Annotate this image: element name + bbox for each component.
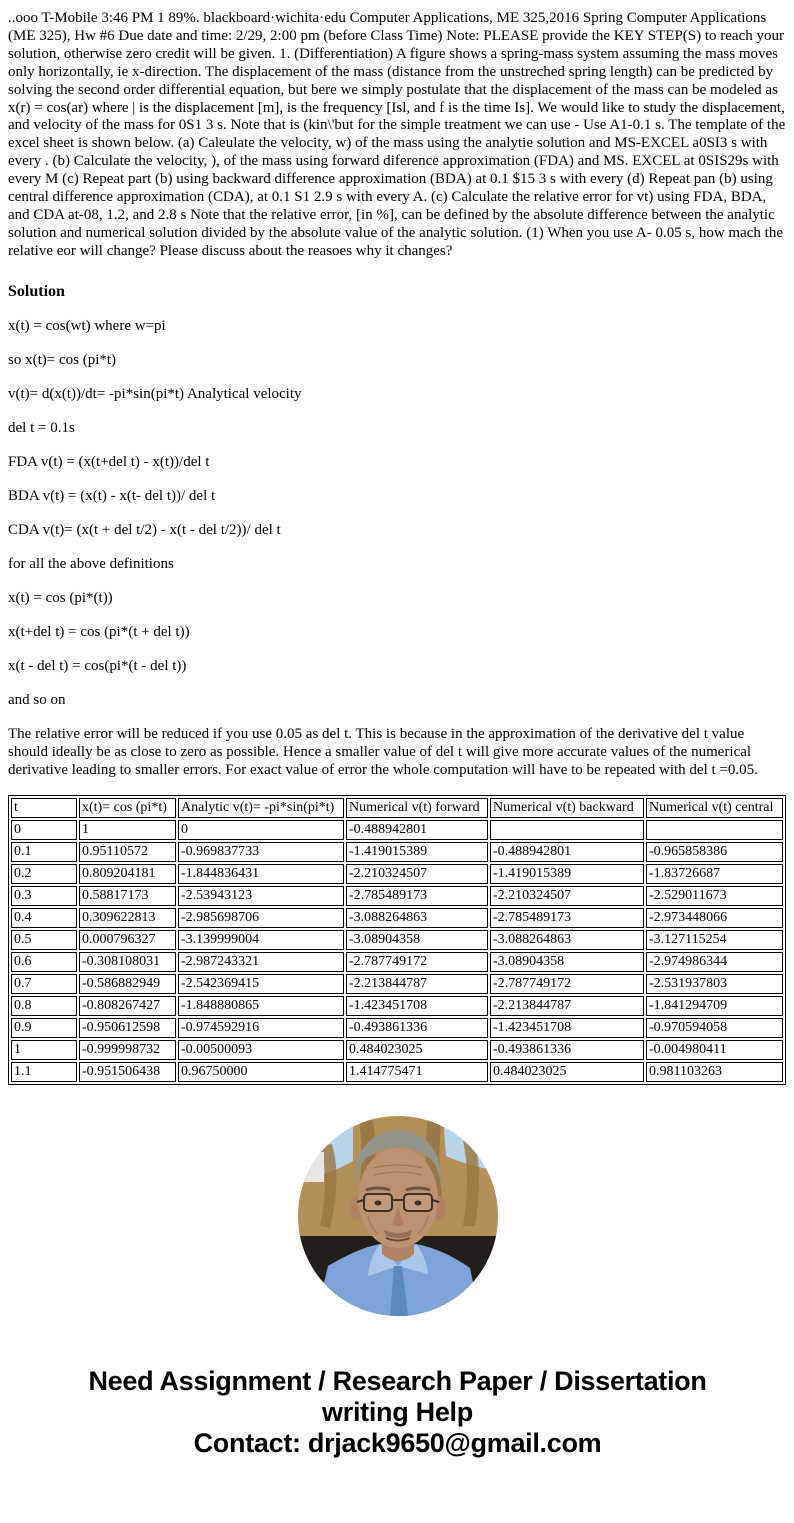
- table-row: [11, 996, 783, 1016]
- table-cell: -0.308108031: [79, 952, 176, 972]
- table-cell: -1.419015389: [490, 864, 644, 884]
- table-cell: -2.987243321: [178, 952, 344, 972]
- equations: [8, 317, 787, 709]
- equation-line: so x(t)= cos (pi*t): [8, 351, 117, 368]
- table-cell: -2.529011673: [646, 886, 783, 906]
- table-cell: -2.213844787: [346, 974, 488, 994]
- table-header-row: [11, 798, 783, 818]
- equation-line: x(t - del t) = cos(pi*(t - del t)): [8, 657, 187, 674]
- equation-line: x(t) = cos (pi*(t)): [8, 589, 113, 606]
- solution-heading: Solution: [8, 282, 65, 300]
- table-cell: 0.981103263: [646, 1062, 783, 1082]
- table-cell: 0.484023025: [346, 1040, 488, 1060]
- table-cell: 0.809204181: [79, 864, 176, 884]
- column-header: Numerical v(t) forward: [346, 798, 488, 818]
- equation-line: del t = 0.1s: [8, 419, 75, 436]
- table-cell: 1.414775471: [346, 1062, 488, 1082]
- column-header: Analytic v(t)= -pi*sin(pi*t): [178, 798, 344, 818]
- table-cell: 0.7: [11, 974, 77, 994]
- table-cell: -0.808267427: [79, 996, 176, 1016]
- table-cell: -2.787749172: [346, 952, 488, 972]
- table-cell: -0.969837733: [178, 842, 344, 862]
- table-cell: -3.139999004: [178, 930, 344, 950]
- table-cell: -0.586882949: [79, 974, 176, 994]
- results-table-body: [11, 820, 783, 1082]
- table-cell: -3.127115254: [646, 930, 783, 950]
- table-cell: -1.419015389: [346, 842, 488, 862]
- table-cell: 0.6: [11, 952, 77, 972]
- table-cell: -1.423451708: [490, 1018, 644, 1038]
- equation-line: and so on: [8, 691, 66, 708]
- ad-line: writing Help: [322, 1396, 473, 1427]
- question-paragraph: ..ooo T-Mobile 3:46 PM 1 89%. blackboard·wichita·edu Computer Applications, ME 325,2016 Spring Computer Applications (ME 325), Hw #6 Due date and time: 2/29, 2:00 pm (before Class Time) Note: PLEASE provide the KEY STEP(S) to reach your solution, otherwise zero credit will be given. 1. (Differentiation) A figure shows a spring-mass system assuming the mass moves only horizontally, ie x-direction. The displacement of the mass (distance from the unstreched spring length) can be predicted by solving the second order differential equation, but bere we simply postulate that the displacement of the mass can be modeled as x(r) = cos(ar) where | is the displacement [m], is the frequency [Isl, and f is the time Is]. We would like to study the displacement, and velocity of the mass for 0S1 3 s. Note that is (kin\'but for the simple treatment we can use - Use A1-0.1 s. The template of the excel sheet is shown below. (a) Caleulate the velocity, w) of the mass using the analytie solution and MS-EXCEL a0SI3 s with every . (b) Calculate the velocity, ), of the mass using forward diference approximation (FDA) and MS. EXCEL at 0SIS29s with every M (c) Repeat part (b) using backward difference approximation (BDA) at 0.1 $15 3 s with every (d) Repeat pan (b) using central difference approximation (CDA), at 0.1 S1 2.9 s with every A. (c) Calculate the relative error for vt) using FDA, BDA, and CDA at-08, 1.2, and 2.8 s Note that the relative error, [in %], can be defined by the absolute difference between the analytic solution and numerical solution divided by the absolute value of the analytic solution. (1) When you use A- 0.05 s, how mach the relative eor will change? Please discuss about the reasoes why it changes?: [8, 10, 786, 259]
- table-cell: 0.484023025: [490, 1062, 644, 1082]
- table-cell: -3.088264863: [490, 930, 644, 950]
- table-cell: -0.951506438: [79, 1062, 176, 1082]
- table-cell: -0.00500093: [178, 1040, 344, 1060]
- table-cell: -2.542369415: [178, 974, 344, 994]
- table-cell: 0.3: [11, 886, 77, 906]
- profile-photo: [298, 1116, 498, 1316]
- column-header: Numerical v(t) backward: [490, 798, 644, 818]
- table-row: [11, 1018, 783, 1038]
- table-row: [11, 842, 783, 862]
- table-cell: 0.96750000: [178, 1062, 344, 1082]
- table-row: [11, 974, 783, 994]
- ad-contact-email: Contact: drjack9650@gmail.com: [193, 1427, 602, 1458]
- table-cell: -0.488942801: [490, 842, 644, 862]
- table-cell: 0.8: [11, 996, 77, 1016]
- equation-line: FDA v(t) = (x(t+del t) - x(t))/del t: [8, 453, 210, 470]
- column-header: Numerical v(t) central: [646, 798, 783, 818]
- equation-line: v(t)= d(x(t))/dt= -pi*sin(pi*t) Analytical velocity: [8, 385, 302, 402]
- column-header: x(t)= cos (pi*t): [79, 798, 176, 818]
- profile-photo-illustration: [298, 1116, 498, 1316]
- table-cell: -2.210324507: [346, 864, 488, 884]
- table-cell: -3.08904358: [490, 952, 644, 972]
- advertisement-banner: [8, 1366, 787, 1459]
- table-cell: 1: [79, 820, 176, 840]
- table-cell: -1.848880865: [178, 996, 344, 1016]
- table-cell: -3.08904358: [346, 930, 488, 950]
- results-table: [8, 795, 786, 1085]
- equation-line: BDA v(t) = (x(t) - x(t- del t))/ del t: [8, 487, 216, 504]
- table-cell: 1.1: [11, 1062, 77, 1082]
- table-cell: 0: [178, 820, 344, 840]
- table-cell: -0.004980411: [646, 1040, 783, 1060]
- table-row: [11, 908, 783, 928]
- column-header: t: [11, 798, 77, 818]
- table-cell: -2.973448066: [646, 908, 783, 928]
- table-cell: 0.58817173: [79, 886, 176, 906]
- table-cell: 0.5: [11, 930, 77, 950]
- table-row: [11, 886, 783, 906]
- table-cell: -0.965858386: [646, 842, 783, 862]
- table-cell: -0.488942801: [346, 820, 488, 840]
- table-cell: -1.844836431: [178, 864, 344, 884]
- equation-line: CDA v(t)= (x(t + del t/2) - x(t - del t/2))/ del t: [8, 521, 281, 538]
- equation-line: x(t+del t) = cos (pi*(t + del t)): [8, 623, 190, 640]
- table-cell: 0.000796327: [79, 930, 176, 950]
- table-cell: 0.95110572: [79, 842, 176, 862]
- equation-line: for all the above definitions: [8, 555, 174, 572]
- table-row: [11, 930, 783, 950]
- table-cell: -1.841294709: [646, 996, 783, 1016]
- table-cell: -1.83726687: [646, 864, 783, 884]
- table-cell: -0.493861336: [346, 1018, 488, 1038]
- table-cell: 0.4: [11, 908, 77, 928]
- table-cell: -3.088264863: [346, 908, 488, 928]
- discussion-paragraph: The relative error will be reduced if you use 0.05 as del t. This is because in the approximation of the derivative del t value should ideally be as close to zero as possible. Hence a smaller value of del t will give more accurate values of the numerical derivative leading to smaller errors. For exact value of error the whole computation will have to be repeated with del t =0.05.: [8, 725, 758, 778]
- table-cell: -2.785489173: [490, 908, 644, 928]
- table-cell: 0.2: [11, 864, 77, 884]
- table-cell: -2.985698706: [178, 908, 344, 928]
- table-cell: -0.974592916: [178, 1018, 344, 1038]
- table-cell: -0.950612598: [79, 1018, 176, 1038]
- table-cell: 0: [11, 820, 77, 840]
- table-cell: 1: [11, 1040, 77, 1060]
- table-cell: -2.785489173: [346, 886, 488, 906]
- table-row: [11, 1062, 783, 1082]
- table-row: [11, 1040, 783, 1060]
- table-cell: 0.9: [11, 1018, 77, 1038]
- table-cell: -0.970594058: [646, 1018, 783, 1038]
- table-row: [11, 952, 783, 972]
- results-table-container: [8, 795, 787, 1090]
- table-cell: -2.213844787: [490, 996, 644, 1016]
- table-cell: -2.787749172: [490, 974, 644, 994]
- table-cell: -2.53943123: [178, 886, 344, 906]
- table-cell: [490, 820, 644, 840]
- table-cell: -1.423451708: [346, 996, 488, 1016]
- table-cell: -0.999998732: [79, 1040, 176, 1060]
- table-cell: 0.309622813: [79, 908, 176, 928]
- table-cell: -2.531937803: [646, 974, 783, 994]
- table-cell: -0.493861336: [490, 1040, 644, 1060]
- table-cell: -2.974986344: [646, 952, 783, 972]
- table-row: [11, 820, 783, 840]
- equation-line: x(t) = cos(wt) where w=pi: [8, 317, 166, 334]
- table-cell: [646, 820, 783, 840]
- table-cell: 0.1: [11, 842, 77, 862]
- table-row: [11, 864, 783, 884]
- table-cell: -2.210324507: [490, 886, 644, 906]
- ad-line: Need Assignment / Research Paper / Dissertation: [88, 1365, 707, 1396]
